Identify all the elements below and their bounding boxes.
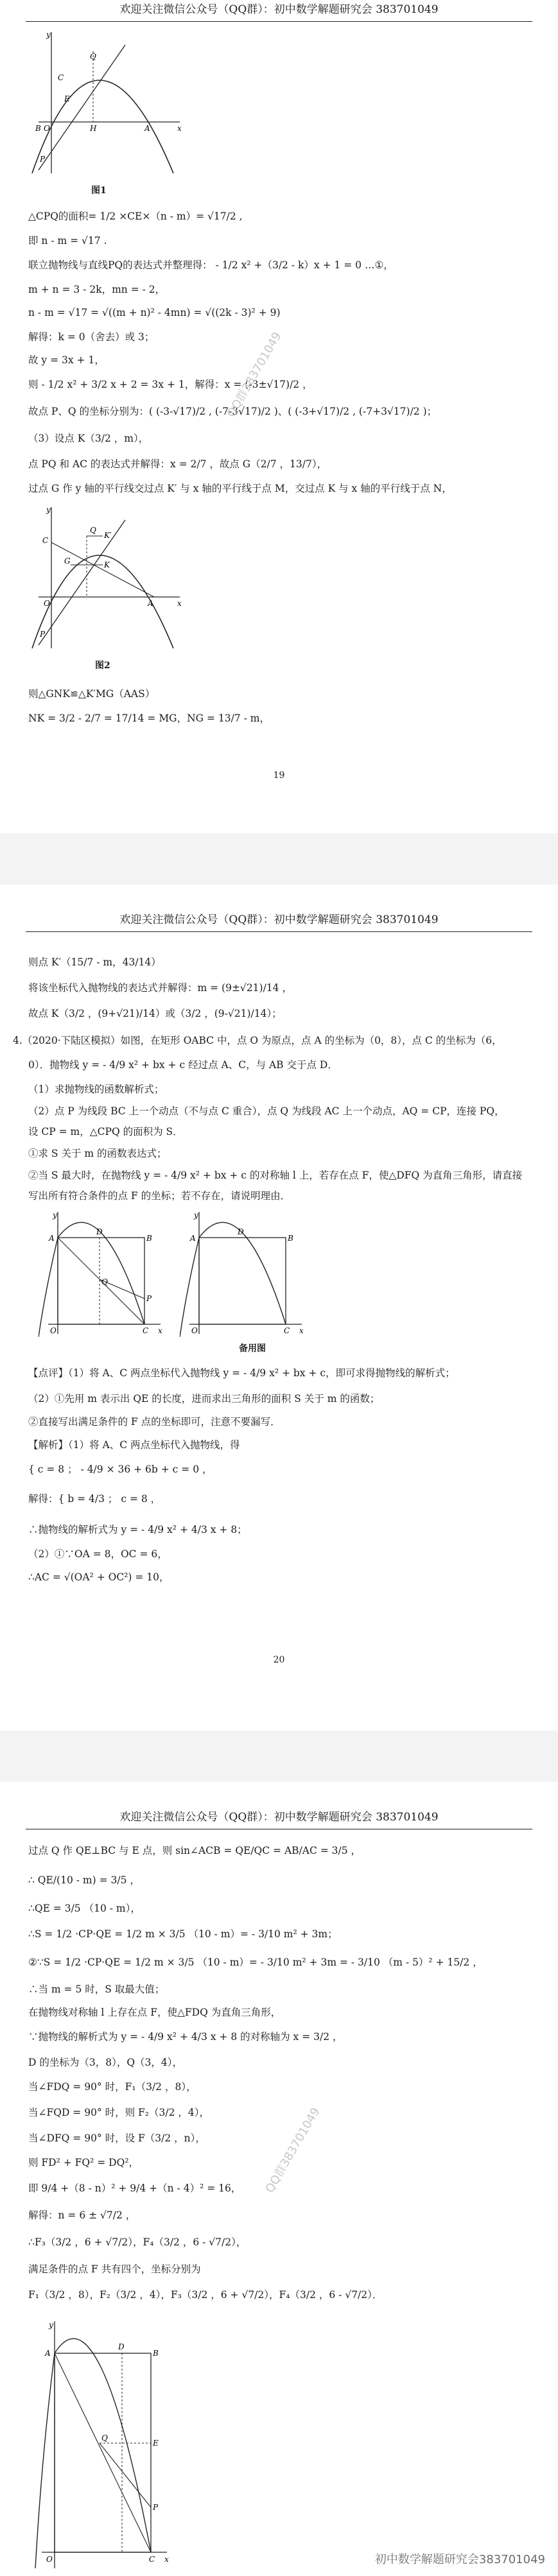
svg-text:O: O [191,1326,198,1335]
p2-line-1: 则点 K′（15/7 - m，43/14） [28,956,161,968]
p1-line-14: NK = 3/2 - 2/7 = 17/14 = MG，NG = 13/7 - m， [28,713,270,724]
figure-solution [32,2315,173,2572]
figure-1 [26,26,193,180]
page-gap [0,833,558,885]
svg-text:Q: Q [90,52,96,61]
p3-line-2: ∴ QE/(10 - m) = 3/5 ， [28,1874,140,1886]
p3-line-17: 满足条件的点 F 共有四个，坐标分别为 [28,2263,201,2275]
watermark: QQ群383701049 [263,2105,323,2195]
p1-line-6: 解得：k = 0（舍去）或 3； [28,331,155,343]
svg-text:K: K [104,560,110,569]
svg-text:D: D [238,1227,244,1236]
svg-text:O: O [44,599,50,608]
svg-text:P: P [153,2503,159,2512]
p2-line-19: （2）①∵OA = 8，OC = 6， [28,1548,168,1560]
svg-text:y: y [49,2321,53,2330]
page-19 [0,0,558,833]
svg-text:P: P [40,630,46,639]
svg-text:O: O [50,1326,57,1335]
p1-line-1: △CPQ的面积= 1/2 ×CE×（n - m）= √17/2 , [28,211,243,222]
figure-2 [26,501,193,655]
svg-text:A: A [49,1234,55,1243]
p3-line-1: 过点 Q 作 QE⊥BC 与 E 点，则 sin∠ACB = QE/QC = AB/AC = 3/5 ， [28,1845,362,1856]
p1-line-5: n - m = √17 = √((m + n)² - 4mn) = √((2k - 3)² + 9) [28,307,281,318]
svg-text:C: C [143,1326,149,1335]
p1-line-4: m + n = 3 - 2k，mn = - 2， [28,284,166,295]
p1-line-10: （3）设点 K（3/2 ，m）， [28,433,149,444]
figure-1-caption: 图1 [91,186,107,196]
p2-line-7: （2）点 P 为线段 BC 上一个动点（不与点 C 重合），点 Q 为线段 AC 上一个动点，AQ = CP，连接 PQ， [28,1105,505,1117]
p2-line-10: ②当 S 最大时，在抛物线 y = - 4/9 x² + bx + c 的对称轴 l 上，若存在点 F，使△DFQ 为直角三角形，请直接 [28,1170,523,1181]
p3-line-16: ∴F₃（3/2 ，6 + √7/2），F₄（3/2 ，6 - √7/2）， [28,2236,247,2248]
p1-line-11: 点 PQ 和 AC 的表达式并解得：x = 2/7 ，故点 G（2/7 ，13/7）， [28,458,327,470]
svg-text:B: B [35,124,41,133]
svg-text:P: P [146,1294,152,1303]
svg-text:y: y [194,1211,198,1220]
svg-text:A: A [190,1234,196,1243]
svg-text:O: O [44,124,50,133]
p3-line-4: ∴S = 1/2 ·CP·QE = 1/2 m × 3/5 （10 - m）= - 3/10 m² + 3m； [28,1928,338,1940]
svg-text:O: O [46,2555,53,2564]
page-header: 欢迎关注微信公众号（QQ群）：初中数学解题研究会 383701049 [26,910,532,932]
p2-line-12: 【点评】（1）将 A、C 两点坐标代入抛物线 y = - 4/9 x² + bx + c，即可求得抛物线的解析式； [28,1367,455,1379]
p3-line-15: 解得：n = 6 ± √7/2 ， [28,2209,136,2221]
svg-text:C: C [284,1326,290,1335]
p3-line-12: 当∠DFQ = 90° 时，设 F（3/2 ，n）， [28,2132,205,2144]
page-21 [0,1782,558,2576]
svg-text:B: B [146,1234,152,1243]
p2-line-2: 将该坐标代入抛物线的表达式并解得：m = (9±√21)/14 ， [28,982,292,994]
svg-text:C: C [42,536,49,545]
page-header: 欢迎关注微信公众号（QQ群）：初中数学解题研究会 383701049 [26,0,532,22]
figure-rectangle-backup [180,1209,308,1337]
svg-text:B: B [288,1234,293,1243]
p3-line-6: ∴当 m = 5 时，S 取最大值； [28,1984,165,1995]
svg-text:E: E [64,94,70,103]
p2-line-11: 写出所有符合条件的点 F 的坐标；若不存在，请说明理由． [28,1190,291,1202]
svg-text:y: y [46,505,51,514]
page-gap [0,1731,558,1782]
figure-rectangle-main [39,1209,167,1337]
svg-text:G: G [64,557,71,566]
p2-line-6: （1）求抛物线的函数解析式； [28,1084,164,1095]
svg-text:D: D [96,1227,103,1236]
svg-text:x: x [177,124,182,133]
svg-text:P: P [40,155,46,164]
svg-text:B: B [153,2349,159,2358]
svg-text:y: y [53,1211,57,1220]
page-header: 欢迎关注微信公众号（QQ群）：初中数学解题研究会 383701049 [26,1808,532,1829]
svg-text:C: C [149,2555,155,2564]
p2-line-8: 设 CP = m，△CPQ 的面积为 S． [28,1126,183,1137]
p2-line-14: ②直接写出满足条件的 F 点的坐标即可，注意不要漏写． [28,1416,281,1428]
svg-text:x: x [299,1326,304,1335]
p3-line-9: D 的坐标为（3，8），Q（3，4）， [28,2057,183,2068]
p2-line-4: 4.（2020·下陆区模拟）如图，在矩形 OABC 中，点 O 为原点，点 A 的坐标为（0，8），点 C 的坐标为（6， [13,1035,502,1046]
p3-line-10: 当∠FDQ = 90° 时，F₁（3/2 ，8）， [28,2081,196,2093]
p3-line-8: ∵抛物线的解析式为 y = - 4/9 x² + 4/3 x + 8 的对称轴为 x = 3/2 ， [28,2031,343,2043]
backup-figure-caption: 备用图 [239,1344,266,1354]
p1-line-3: 联立抛物线与直线PQ的表达式并整理得： - 1/2 x² +（3/2 - k）x + 1 = 0 …①， [28,259,394,271]
page-number-20: 20 [273,1655,285,1665]
p2-line-17: 解得：{ b = 4/3 ； c = 8 ， [28,1493,161,1505]
svg-text:H: H [90,124,97,133]
p2-line-15: 【解析】（1）将 A、C 两点坐标代入抛物线，得 [28,1439,240,1451]
page-number-19: 19 [273,770,285,781]
p2-line-5: 0）．抛物线 y = - 4/9 x² + bx + c 经过点 A、C，与 AB 交于点 D． [28,1059,338,1071]
p2-line-13: （2）①先用 m 表示出 QE 的长度，进而求出三角形的面积 S 关于 m 的函数； [28,1393,380,1405]
svg-text:x: x [177,599,182,608]
watermark: QQ群383701049 [224,329,284,420]
p1-line-13: 则△GNK≌△K′MG（AAS） [28,688,155,700]
p3-line-18: F₁（3/2 ，8），F₂（3/2 ，4），F₃（3/2 ，6 + √7/2），F₄（3/2 ，6 - √7/2）． [28,2289,383,2301]
p1-line-2: 即 n - m = √17 . [28,235,107,246]
footer-watermark: 初中数学解题研究会383701049 [371,2549,549,2568]
p2-line-3: 故点 K（3/2 ，(9+√21)/14）或（3/2 ，(9-√21)/14）； [28,1008,282,1019]
p2-line-16: { c = 8 ； - 4/9 × 36 + 6b + c = 0 ， [28,1464,213,1475]
p3-line-14: 即 9/4 +（8 - n）² + 9/4 +（n - 4）² = 16， [28,2183,241,2194]
p3-line-7: 在抛物线对称轴 l 上存在点 F，使△FDQ 为直角三角形， [28,2007,281,2018]
svg-text:A: A [148,599,153,608]
figure-2-caption: 图2 [95,661,110,671]
svg-text:x: x [158,1326,162,1335]
p3-line-13: 则 FD² + FQ² = DQ²， [28,2157,139,2168]
svg-text:Q: Q [101,1277,108,1286]
svg-text:A: A [144,124,150,133]
p3-line-11: 当∠FQD = 90° 时，则 F₂（3/2 ，4）， [28,2107,209,2118]
p2-line-9: ①求 S 关于 m 的函数表达式； [28,1148,167,1159]
p1-line-8: 则 - 1/2 x² + 3/2 x + 2 = 3x + 1，解得：x = (-3±√17)/2 ， [28,379,313,390]
svg-text:D: D [118,2342,125,2351]
p3-line-3: ∴QE = 3/5 （10 - m）， [28,1903,141,1914]
svg-text:E: E [153,2439,159,2448]
p2-line-18: ∴抛物线的解析式为 y = - 4/9 x² + 4/3 x + 8； [28,1524,247,1535]
p1-line-7: 故 y = 3x + 1， [28,354,105,366]
p3-line-5: ②∵S = 1/2 ·CP·QE = 1/2 m × 3/5 （10 - m）= - 3/10 m² + 3m = - 3/10 （m - 5）² + 15/2 ， [28,1957,483,1968]
p1-line-12: 过点 G 作 y 轴的平行线交过点 K′ 与 x 轴的平行线于点 M，交过点 K 与 x 轴的平行线于点 N， [28,483,452,494]
svg-text:y: y [46,30,51,39]
svg-text:Q: Q [90,526,96,535]
svg-text:Q: Q [101,2433,108,2442]
svg-text:A: A [45,2349,51,2358]
p2-line-20: ∴AC = √(OA² + OC²) = 10， [28,1571,170,1583]
svg-text:x: x [164,2555,169,2564]
page-20 [0,885,558,1731]
p1-line-9: 故点 P、Q 的坐标分别为：( (-3-√17)/2 , (-7-3√17)/2 )、( (-3+√17)/2 , (-7+3√17)/2 )； [28,406,437,417]
svg-text:K′: K′ [104,531,112,540]
svg-text:C: C [58,73,64,82]
